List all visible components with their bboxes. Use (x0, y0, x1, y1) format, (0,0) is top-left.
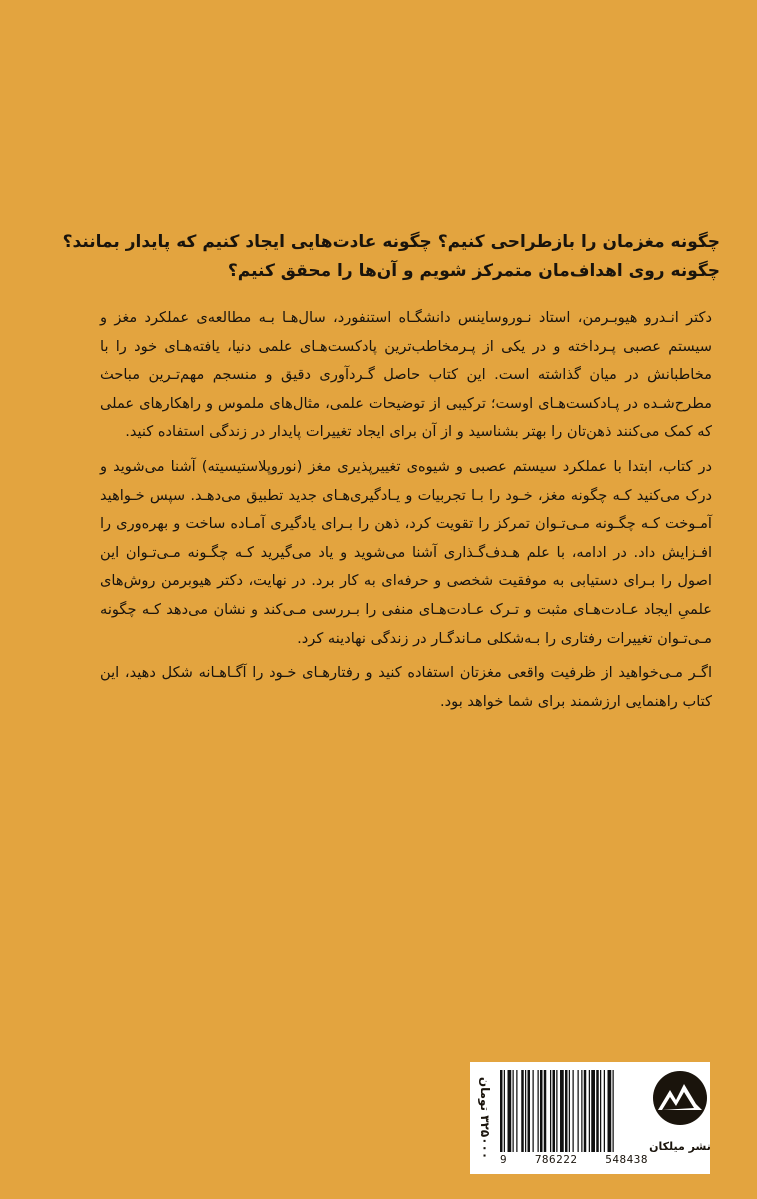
barcode-bar (508, 1070, 512, 1152)
barcode-bar (550, 1070, 551, 1152)
barcode-bar (581, 1070, 582, 1152)
isbn-digit-group-3: 548438 (605, 1153, 648, 1166)
barcode-bar (513, 1070, 514, 1152)
barcode-bar (573, 1070, 574, 1152)
barcode-bar (556, 1070, 557, 1152)
blurb-paragraph-1: دکتر انـدرو هیوبـرمن، استاد نـوروساینس دانشگـاه استنفورد، سال‌هـا بـه مطالعه‌ی عملکرد مغز و سیستم عصبی پـرداخته و در یکی از پـرمخاطب‌ترین پادکست‌هـای علمی دنیا، یافته‌هـای خود را با مخاطبانش در میان گذاشته است. این کتاب حاصل گـردآوری دقیق و منسجم مهم‌تـرین مباحث مطرح‌شـده در پـادکست‌هـای اوست؛ ترکیبی از توضیحات علمی، مثال‌های ملموس و راهکارهای عملی که کمک می‌کنند ذهن‌تان را بهتر بشناسید و از آن برای ایجاد تغییرات پایدار در زندگی استفاده کنید. (100, 309, 712, 441)
barcode-bar (525, 1070, 526, 1152)
barcode-bar (521, 1070, 524, 1152)
barcode-bar (584, 1070, 587, 1152)
publisher-mountain-logo-icon (652, 1070, 708, 1126)
barcode-bar (504, 1070, 505, 1152)
barcode-bar (589, 1070, 590, 1152)
barcode-bar (565, 1070, 568, 1152)
isbn-digit-group-2: 786222 (534, 1153, 578, 1166)
barcode-bar (528, 1070, 531, 1152)
barcode-bar (500, 1070, 503, 1152)
barcode-bar (596, 1070, 599, 1152)
isbn-number (500, 1153, 648, 1166)
blurb-paragraph-3: اگـر مـی‌خواهید از ظرفیت واقعی مغزتان استفاده کنید و رفتارهـای خـود را آگـاهـانه شکل دهید، این کتاب راهنمایی ارزشمند برای شما خواهد بود. (100, 664, 712, 710)
barcode-bar (591, 1070, 595, 1152)
barcode-bar (538, 1070, 539, 1152)
barcode-bar (544, 1070, 547, 1152)
barcode-bar (578, 1070, 579, 1152)
headline-line-2: چگونه روی اهداف‌مان متمرکز شویم و آن‌ها را محقق کنیم؟ (227, 261, 720, 281)
barcode-bar (540, 1070, 543, 1152)
price-text: ۳۲۵۰۰۰ تومان (478, 1076, 492, 1160)
barcode-bar (569, 1070, 570, 1152)
barcode-bar (604, 1070, 605, 1152)
headline-line-1: چگونه مغزمان را بازطراحی کنیم؟ چگونه عادت‌هایی ایجاد کنیم که پایدار بمانند؟ (62, 232, 720, 252)
barcode-image (500, 1070, 648, 1152)
blurb-paragraph-2: در کتاب، ابتدا با عملکرد سیستم عصبی و شیوه‌ی تغییرپذیری مغز (نوروپلاستیسیته) آشنا می‌شوید و درک می‌کنید کـه چگونه مغز، خـود را بـا تجربیات و یـادگیری‌هـای جدید تطبیق می‌دهـد. سپس خـواهید آمـوخت کـه چگـونه مـی‌تـوان تمرکز را تقویت کرد، ذهن را بـرای یادگیری آمـاده ساخت و بهره‌وری را افـزایش داد. در ادامه، با علم هـدف‌گـذاری آشنا می‌شوید و یاد می‌گیرید کـه چگـونه مـی‌تـوان این اصول را بـرای دستیابی به موفقیت شخصی و حرفه‌ای به کار برد. در نهایت، دکتر هیوبرمن روش‌های علمیِ ایجاد عـادت‌هـای مثبت و تـرک عـادت‌هـای منفی را بـررسی مـی‌کند و نشان می‌دهد کـه چگونه مـی‌تـوان تغییرات رفتاری را بـه‌شکلی مـاندگـار در زندگی نهادینه کرد. (100, 457, 712, 647)
isbn-digit-group-1: 9 (500, 1153, 508, 1166)
price-label (474, 1065, 496, 1171)
blurb-body (100, 304, 712, 722)
headline (62, 228, 720, 286)
barcode-bar (560, 1070, 564, 1152)
barcode-bar (533, 1070, 534, 1152)
barcode-bar (553, 1070, 556, 1152)
barcode-bar (600, 1070, 601, 1152)
barcode-bar (608, 1070, 612, 1152)
barcode-bar (516, 1070, 517, 1152)
barcode-bar (613, 1070, 614, 1152)
publisher-name: نشر میلکان (649, 1140, 711, 1153)
